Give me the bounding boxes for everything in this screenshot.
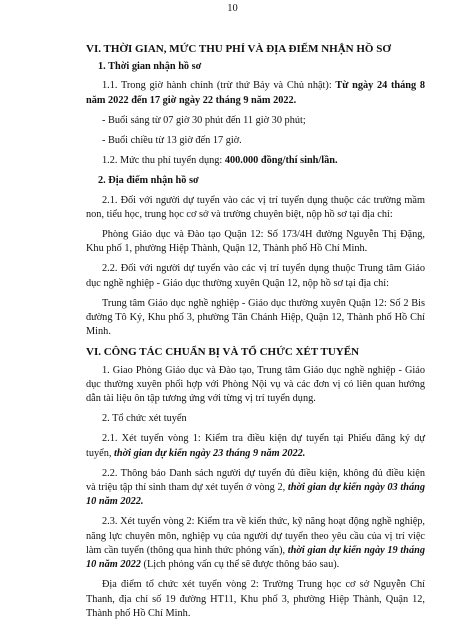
address-district-education-office: Phòng Giáo dục và Đào tạo Quận 12: Số 173/4H đường Nguyễn Thị Đặng, Khu phố 1, phường Hiệp Thành, Quận 12, Thành phố Hồ Chí Minh.: [86, 229, 425, 255]
round-1-date: thời gian dự kiến ngày 23 tháng 9 năm 2022.: [114, 447, 306, 459]
preparation-paragraph-1: 1. Giao Phòng Giáo dục và Đào tạo, Trung tâm Giáo dục nghề nghiệp - Giáo dục thường xuyên phối hợp với Phòng Nội vụ và các đơn vị có liên quan hướng dẫn tài liệu ôn tập tương ứng với từng vị trí tuyển dụng.: [86, 364, 425, 405]
round-2-date: thời gian dự kiến ngày 19 tháng 10 năm 2022: [86, 544, 425, 571]
paragraph-1-2: [86, 154, 425, 168]
candidate-list-text: 2.2. Thông báo Danh sách người dự tuyển đủ điều kiện, không đủ điều kiện và triệu tập thí sinh tham dự xét tuyển ở vòng 2,: [86, 467, 425, 494]
subheading-receipt-location: 2. Địa điểm nhận hồ sơ: [98, 175, 199, 187]
candidate-list-date: thời gian dự kiến ngày 03 tháng 10 năm 2022.: [86, 482, 425, 508]
round-2-venue: Địa điểm tổ chức xét tuyển vòng 2: Trường Trung học cơ sở Nguyễn Chí Thanh, địa chỉ số 19 đường HT11, Khu phố 3, phường Hiệp Thành, Quận 12, Thành phố Hồ Chí Minh.: [86, 579, 425, 619]
fee-amount-bold: 400.000 đồng/thí sinh/lần.: [224, 155, 338, 167]
round-2-note: (Lịch phỏng vấn cụ thể sẽ được thông báo sau).: [140, 559, 340, 571]
subheading-receipt-time: 1. Thời gian nhận hồ sơ: [98, 61, 202, 73]
paragraph-2-2: 2.2. Đối với người dự tuyển vào các vị trí tuyển dụng thuộc Trung tâm Giáo dục nghề nghiệp - Giáo dục thường xuyên Quận 12, nộp hồ sơ tại địa chỉ:: [86, 263, 425, 289]
page-number: 10: [227, 3, 238, 14]
address-vocational-center: Trung tâm Giáo dục nghề nghiệp - Giáo dục thường xuyên Quận 12: Số 2 Bis đường Tô Ký, Khu phố 3, phường Tân Chánh Hiệp, Quận 12, Thành phố Hồ Chí Minh.: [86, 297, 425, 338]
round-2-text: 2.3. Xét tuyển vòng 2: Kiểm tra về kiến thức, kỹ năng hoạt động nghề nghiệp, năng lực chuyên môn, nghiệp vụ của người dự tuyển theo yêu cầu của vị trí việc làm cần tuyển (thông qua hình thức phỏng vấn),: [86, 516, 425, 556]
paragraph-1-1-text: 1.1. Trong giờ hành chính (trừ thứ Bảy và Chủ nhật):: [102, 80, 336, 92]
afternoon-hours: - Buổi chiều từ 13 giờ đến 17 giờ.: [102, 135, 242, 147]
round-1-text: 2.1. Xét tuyển vòng 1: Kiểm tra điều kiện dự tuyển tại Phiếu đăng ký dự tuyển,: [86, 433, 425, 459]
receipt-period-bold: Từ ngày 24 tháng 8 năm 2022 đến 17 giờ ngày 22 tháng 9 năm 2022.: [86, 80, 425, 106]
fee-label: 1.2. Mức thu phí tuyển dụng:: [102, 155, 225, 167]
paragraph-2-1: 2.1. Đối với người dự tuyển vào các vị trí tuyển dụng thuộc các trường mầm non, tiểu học, trung học cơ sở và trường chuyên biệt, nộp hồ sơ tại địa chỉ:: [86, 194, 425, 220]
section-heading-time-fee-location: VI. THỜI GIAN, MỨC THU PHÍ VÀ ĐỊA ĐIỂM NHẬN HỒ SƠ: [86, 43, 391, 55]
section-heading-preparation: VI. CÔNG TÁC CHUẨN BỊ VÀ TỔ CHỨC XÉT TUYỂN: [86, 346, 360, 359]
round-1-paragraph: [86, 432, 425, 460]
morning-hours: - Buổi sáng từ 07 giờ 30 phút đến 11 giờ 30 phút;: [102, 114, 306, 126]
document-body: [86, 42, 425, 627]
organization-subheading: 2. Tổ chức xét tuyển: [102, 413, 187, 425]
candidate-list-paragraph: [86, 467, 425, 510]
paragraph-1-1: [86, 79, 425, 107]
round-2-paragraph: [86, 515, 425, 572]
